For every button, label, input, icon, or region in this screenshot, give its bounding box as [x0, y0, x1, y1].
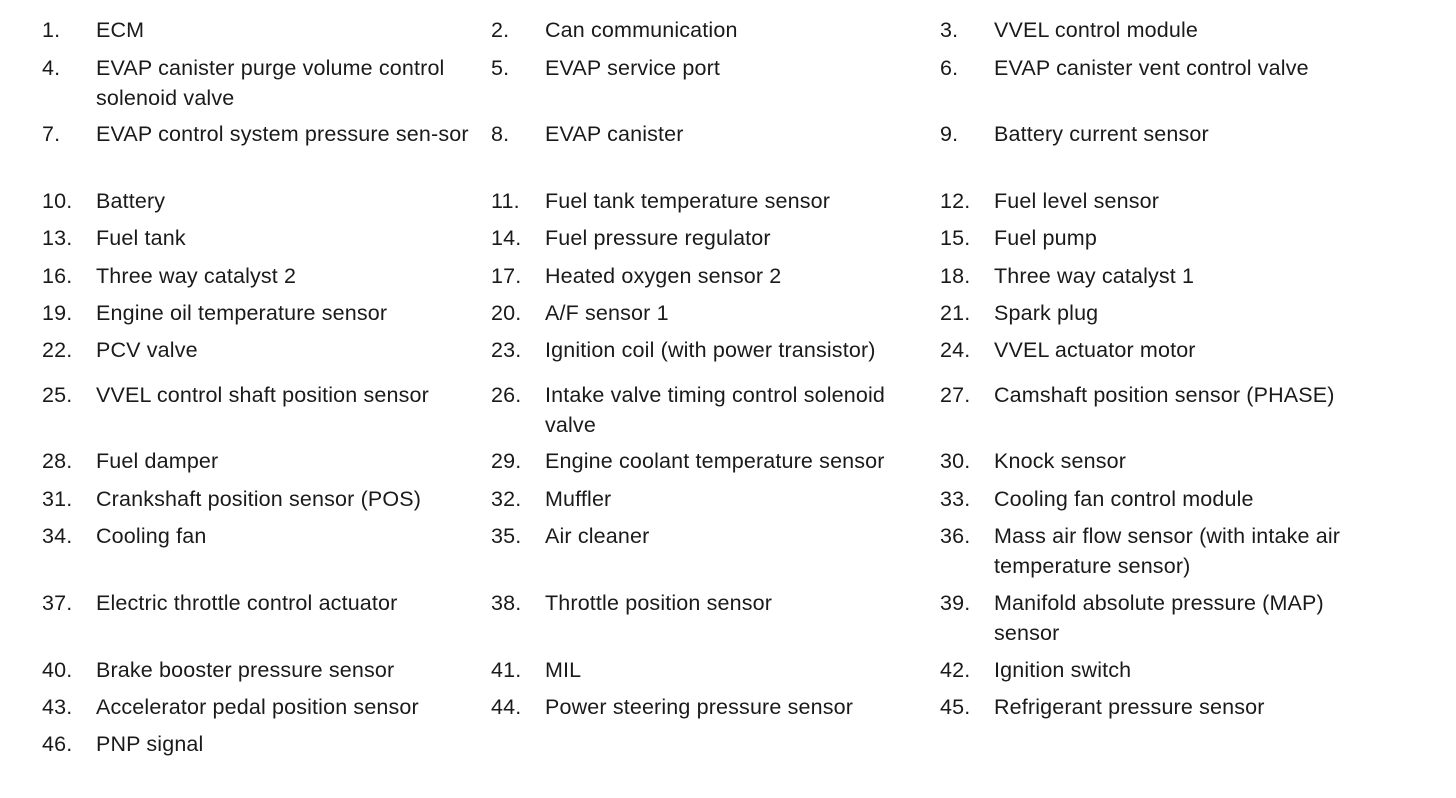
legend-item-label: Crankshaft position sensor (POS)	[96, 487, 422, 511]
legend-item-number: 36.	[940, 524, 971, 548]
legend-item-label: Cooling fan control module	[994, 487, 1254, 511]
legend-item-number: 17.	[491, 264, 522, 288]
legend-item-number: 44.	[491, 695, 522, 719]
legend-item-number: 23.	[491, 338, 522, 362]
legend-item-number: 38.	[491, 591, 522, 615]
legend-item-label: Fuel tank temperature sensor	[545, 189, 831, 213]
legend-item-number: 46.	[42, 732, 73, 756]
legend-item-label: Cooling fan	[96, 524, 207, 548]
legend-item-number: 35.	[491, 524, 522, 548]
legend-item-number: 20.	[491, 301, 522, 325]
legend-item-number: 30.	[940, 449, 971, 473]
legend-item-label: Ignition coil (with power transistor)	[545, 338, 876, 362]
legend-item-label: PNP signal	[96, 732, 204, 756]
legend-item-number: 25.	[42, 383, 73, 407]
legend-item-number: 37.	[42, 591, 73, 615]
legend-item-label: EVAP canister	[545, 122, 684, 146]
legend-item-number: 5.	[491, 56, 510, 80]
legend-item-label: EVAP service port	[545, 56, 721, 80]
legend-item-label: EVAP canister vent control valve	[994, 56, 1309, 80]
legend-item-label: Fuel pump	[994, 226, 1097, 250]
legend-item-label: Camshaft position sensor (PHASE)	[994, 383, 1335, 407]
legend-item-label: Mass air flow sensor (with intake air temperature sensor)	[994, 524, 1341, 578]
legend-item-label: A/F sensor 1	[545, 301, 669, 325]
legend-item-number: 39.	[940, 591, 971, 615]
legend-item-label: Battery current sensor	[994, 122, 1209, 146]
legend-item-number: 24.	[940, 338, 971, 362]
legend-item-number: 12.	[940, 189, 971, 213]
legend-item-number: 13.	[42, 226, 73, 250]
legend-item-number: 45.	[940, 695, 971, 719]
legend-item-number: 31.	[42, 487, 73, 511]
legend-item-label: Refrigerant pressure sensor	[994, 695, 1265, 719]
legend-item-number: 9.	[940, 122, 959, 146]
legend-item-label: Three way catalyst 1	[994, 264, 1195, 288]
legend-item-label: Fuel tank	[96, 226, 186, 250]
legend-item-label: EVAP control system pressure sen-sor	[96, 122, 469, 146]
legend-item-label: Power steering pressure sensor	[545, 695, 854, 719]
legend-item-label: Fuel damper	[96, 449, 219, 473]
legend-item-number: 34.	[42, 524, 73, 548]
legend-item-number: 21.	[940, 301, 971, 325]
legend-item-label: Throttle position sensor	[545, 591, 773, 615]
legend-item-number: 7.	[42, 122, 61, 146]
legend-item-label: Accelerator pedal position sensor	[96, 695, 419, 719]
legend-item-label: VVEL actuator motor	[994, 338, 1196, 362]
legend-item-number: 29.	[491, 449, 522, 473]
legend-item-number: 1.	[42, 18, 61, 42]
legend-item-number: 42.	[940, 658, 971, 682]
legend-item-label: MIL	[545, 658, 582, 682]
legend-item-label: Engine oil temperature sensor	[96, 301, 388, 325]
legend-item-number: 19.	[42, 301, 73, 325]
legend-item-number: 22.	[42, 338, 73, 362]
legend-item-label: Three way catalyst 2	[96, 264, 297, 288]
legend-item-label: Battery	[96, 189, 166, 213]
legend-item-label: VVEL control shaft position sensor	[96, 383, 429, 407]
legend-item-number: 14.	[491, 226, 522, 250]
legend-item-label: Fuel pressure regulator	[545, 226, 771, 250]
legend-item-number: 40.	[42, 658, 73, 682]
legend-item-label: Can communication	[545, 18, 738, 42]
legend-item-number: 28.	[42, 449, 73, 473]
legend-item-number: 41.	[491, 658, 522, 682]
legend-item-number: 16.	[42, 264, 73, 288]
legend-item-label: Air cleaner	[545, 524, 650, 548]
legend-item-number: 2.	[491, 18, 510, 42]
legend-item-label: PCV valve	[96, 338, 198, 362]
legend-item-label: EVAP canister purge volume control solenoid valve	[96, 56, 445, 110]
legend-item-label: Ignition switch	[994, 658, 1132, 682]
legend-item-label: Muffler	[545, 487, 612, 511]
legend-item-number: 11.	[491, 189, 520, 213]
legend-item-label: Electric throttle control actuator	[96, 591, 398, 615]
legend-item-label: Intake valve timing control solenoid valve	[545, 383, 886, 437]
legend-item-label: VVEL control module	[994, 18, 1199, 42]
legend-item-label: Brake booster pressure sensor	[96, 658, 395, 682]
legend-item-label: Heated oxygen sensor 2	[545, 264, 782, 288]
legend-item-number: 32.	[491, 487, 522, 511]
legend-item-number: 33.	[940, 487, 971, 511]
legend-item-number: 6.	[940, 56, 959, 80]
legend-item-number: 10.	[42, 189, 73, 213]
legend-item-label: Spark plug	[994, 301, 1099, 325]
legend-item-number: 3.	[940, 18, 959, 42]
legend-item-label: Engine coolant temperature sensor	[545, 449, 885, 473]
legend-item-number: 18.	[940, 264, 971, 288]
legend-item-number: 43.	[42, 695, 73, 719]
legend-item-label: ECM	[96, 18, 145, 42]
legend-item-number: 8.	[491, 122, 510, 146]
legend-item-label: Knock sensor	[994, 449, 1127, 473]
legend-item-number: 26.	[491, 383, 522, 407]
legend-item-number: 4.	[42, 56, 61, 80]
legend-item-label: Fuel level sensor	[994, 189, 1160, 213]
legend-item-number: 27.	[940, 383, 971, 407]
legend-item-label: Manifold absolute pressure (MAP) sensor	[994, 591, 1324, 645]
legend-item-number: 15.	[940, 226, 971, 250]
